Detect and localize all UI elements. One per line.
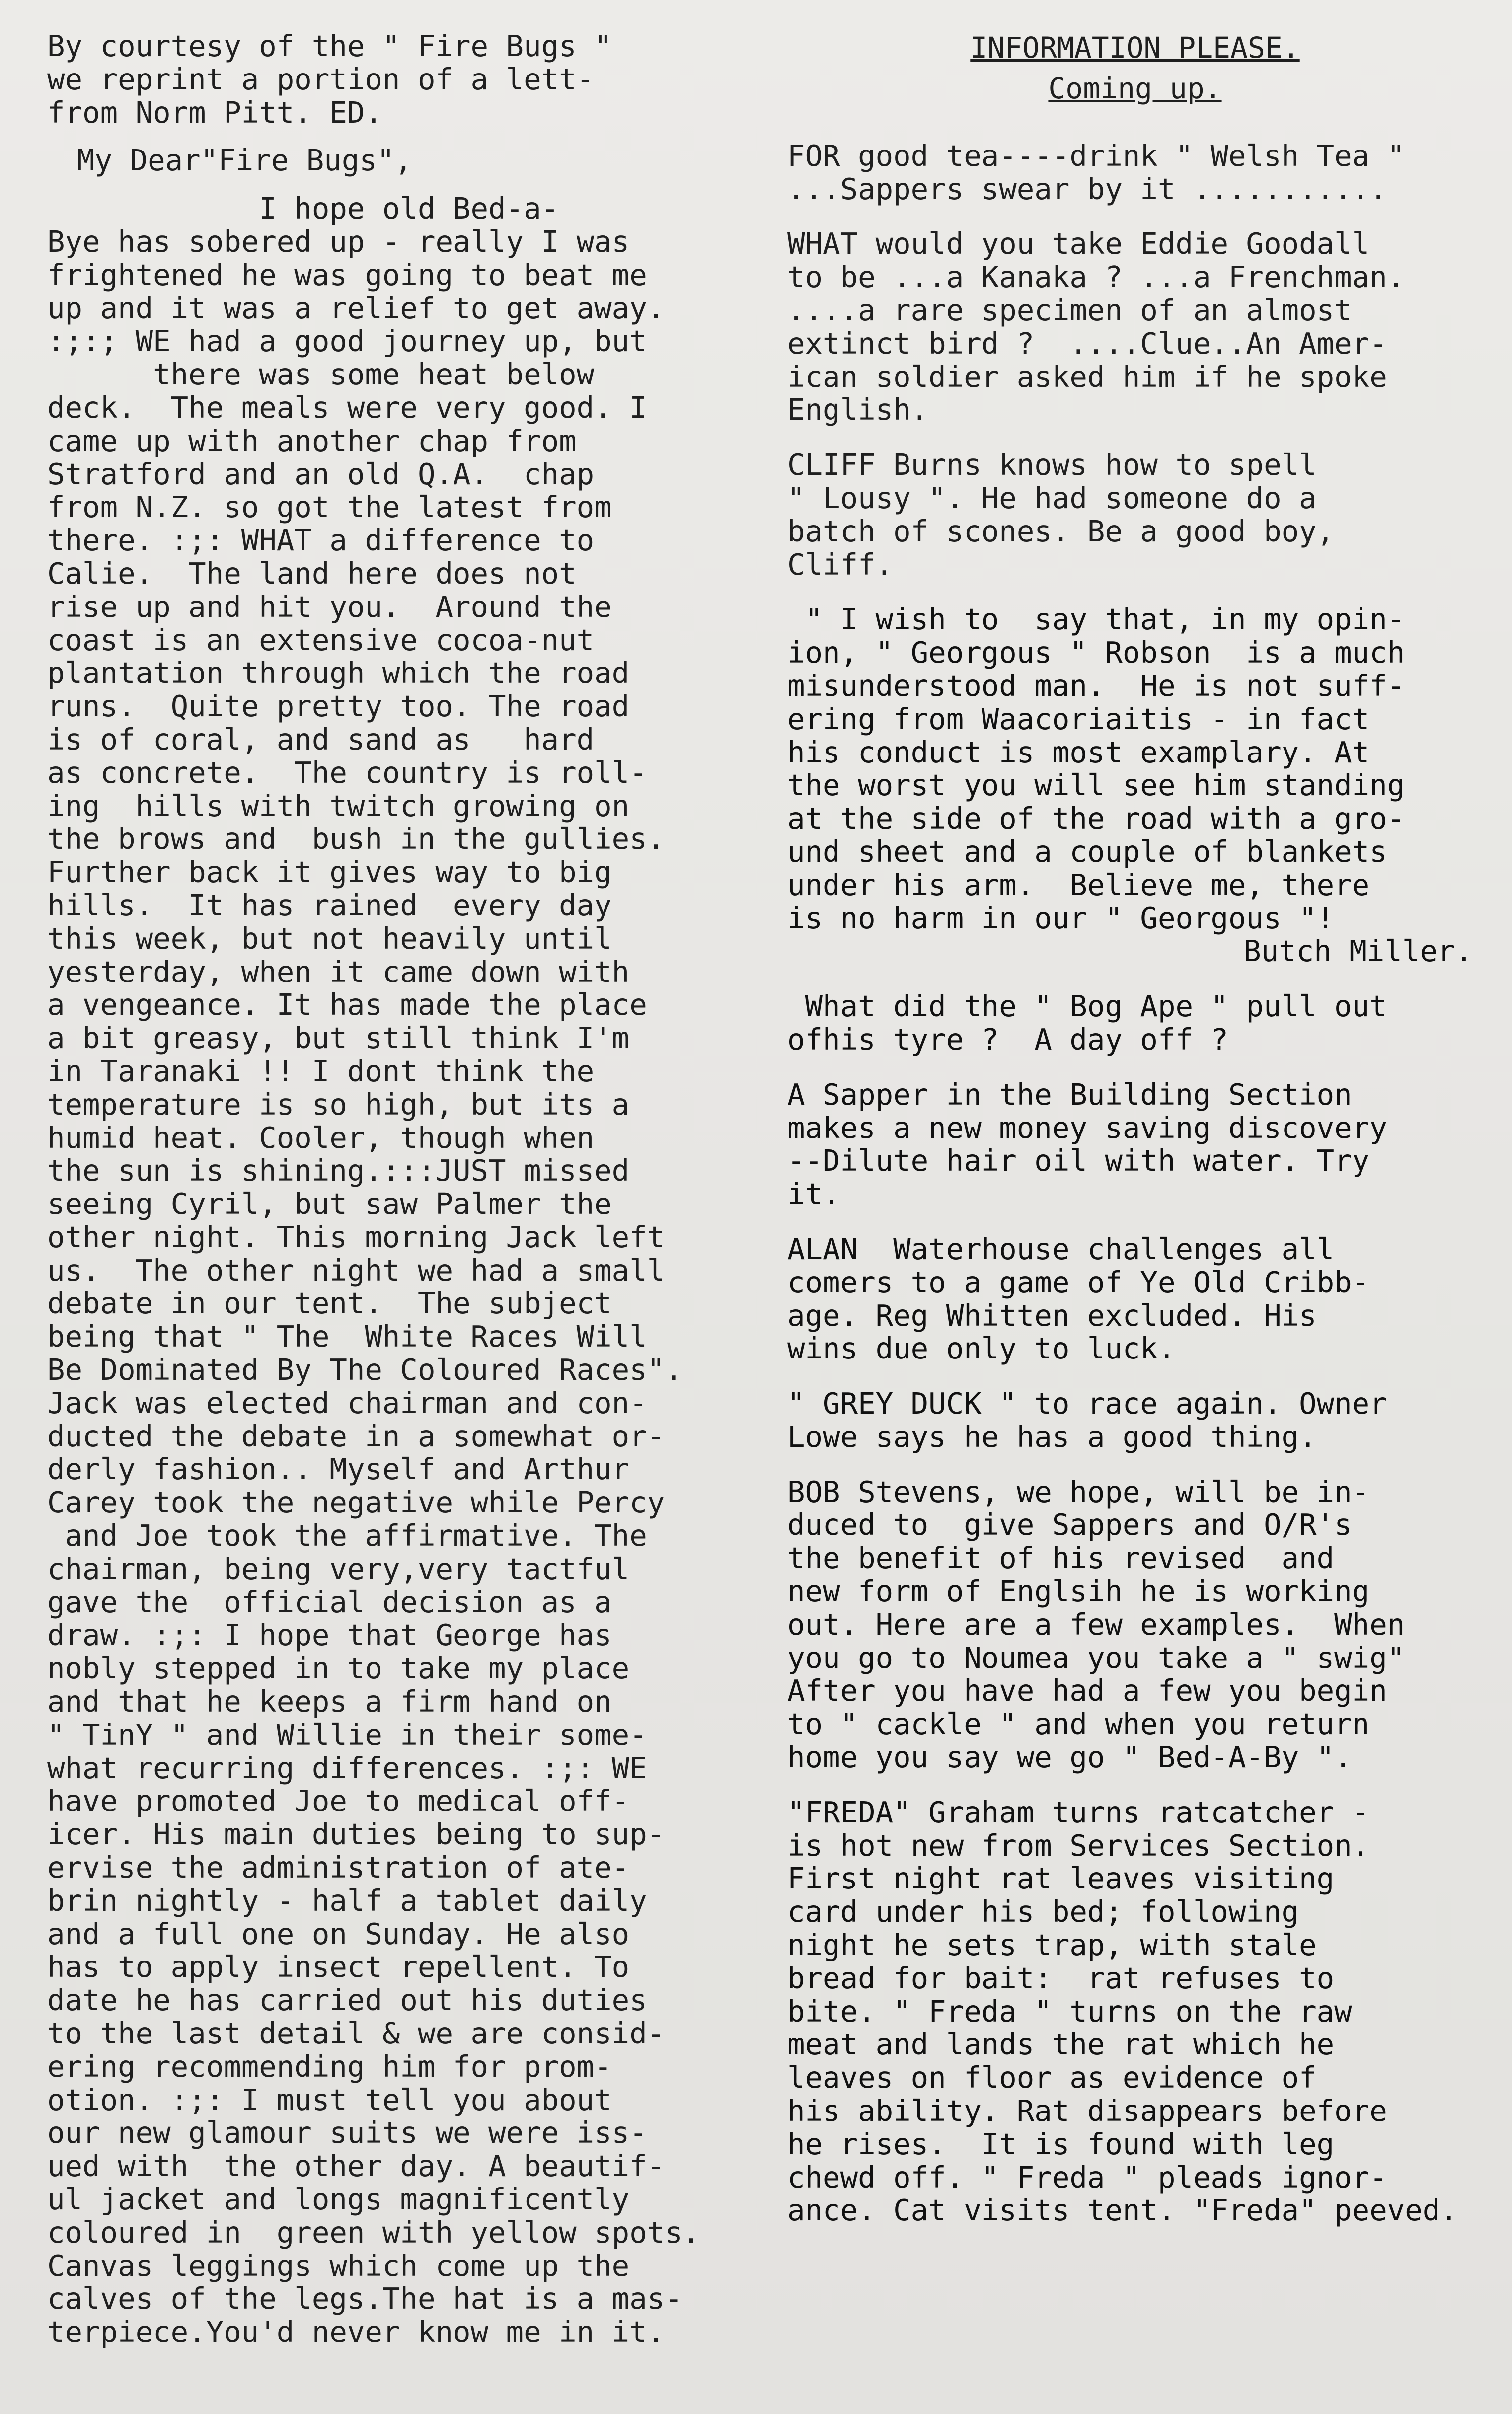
news-item bbox=[787, 1233, 1483, 1365]
news-item-line: Lowe says he has a good thing. bbox=[787, 1419, 1317, 1454]
news-item-line: duced to give Sappers and O/R's bbox=[787, 1508, 1352, 1542]
news-item-line: FOR good tea----drink " Welsh Tea " bbox=[787, 138, 1405, 173]
news-item-line: to be ...a Kanaka ? ...a Frenchman. bbox=[787, 260, 1405, 295]
letter-line: date he has carried out his duties bbox=[47, 1983, 647, 2018]
news-item-line: you go to Noumea you take a " swig" bbox=[787, 1640, 1405, 1675]
letter-line: other night. This morning Jack left bbox=[47, 1219, 665, 1254]
letter-line: the sun is shining.:::JUST missed bbox=[47, 1153, 630, 1188]
news-item-line: wins due only to luck. bbox=[787, 1331, 1176, 1366]
letter-line: ering recommending him for prom- bbox=[47, 2049, 612, 2084]
letter-line: to the last detail & we are consid- bbox=[47, 2016, 665, 2051]
news-item-line: ering from Waacoriaitis - in fact bbox=[787, 701, 1370, 736]
letter-line: Calie. The land here does not bbox=[47, 556, 577, 591]
intro-line: By courtesy of the " Fire Bugs " bbox=[47, 29, 612, 63]
news-item-line: age. Reg Whitten excluded. His bbox=[787, 1298, 1317, 1333]
letter-line: yesterday, when it came down with bbox=[47, 954, 630, 989]
letter-line: ued with the other day. A beautif- bbox=[47, 2149, 665, 2184]
news-item-line: bite. " Freda " turns on the raw bbox=[787, 1994, 1352, 2029]
letter-line: have promoted Joe to medical off- bbox=[47, 1784, 630, 1818]
section-subtitle: Coming up. bbox=[1048, 72, 1222, 105]
letter-line: and a full one on Sunday. He also bbox=[47, 1916, 630, 1951]
news-item-line: "FREDA" Graham turns ratcatcher - bbox=[787, 1795, 1370, 1829]
news-item-line: CLIFF Burns knows how to spell bbox=[787, 448, 1317, 482]
letter-line: and Joe took the affirmative. The bbox=[47, 1518, 647, 1553]
news-item-line: chewd off. " Freda " pleads ignor- bbox=[787, 2160, 1387, 2194]
letter-line: ing hills with twitch growing on bbox=[47, 788, 630, 823]
news-item-line: makes a new money saving discovery bbox=[787, 1110, 1387, 1145]
news-item bbox=[787, 1476, 1483, 1774]
letter-line: draw. :;: I hope that George has bbox=[47, 1618, 612, 1653]
letter-line: gave the official decision as a bbox=[47, 1584, 612, 1619]
news-item bbox=[787, 140, 1483, 206]
news-item-line: is hot new from Services Section. bbox=[787, 1828, 1370, 1863]
news-item-line: ance. Cat visits tent. "Freda" peeved. bbox=[787, 2193, 1458, 2228]
editor-intro bbox=[47, 30, 743, 129]
letter-line: rise up and hit you. Around the bbox=[47, 589, 612, 624]
letter-greeting: My Dear"Fire Bugs", bbox=[77, 143, 412, 178]
letter-line: chairman, being very,very tactful bbox=[47, 1551, 630, 1586]
letter-line: terpiece.You'd never know me in it. bbox=[47, 2315, 665, 2349]
news-item-line: it. bbox=[787, 1177, 840, 1211]
news-item-line: leaves on floor as evidence of bbox=[787, 2060, 1317, 2095]
news-item-line: his conduct is most examplary. At bbox=[787, 735, 1370, 769]
news-item-line: First night rat leaves visiting bbox=[787, 1861, 1335, 1896]
news-item-line: comers to a game of Ye Old Cribb- bbox=[787, 1265, 1370, 1299]
news-item bbox=[787, 1078, 1483, 1211]
letter-line: coast is an extensive cocoa-nut bbox=[47, 622, 595, 657]
news-item-line: at the side of the road with a gro- bbox=[787, 801, 1405, 836]
letter-line: there. :;: WHAT a difference to bbox=[47, 523, 595, 558]
letter-line: ervise the administration of ate- bbox=[47, 1850, 630, 1885]
letter-line: runs. Quite pretty too. The road bbox=[47, 689, 630, 724]
news-item-line: he rises. It is found with leg bbox=[787, 2126, 1335, 2161]
news-item-signature: Butch Miller. bbox=[1243, 934, 1473, 969]
letter-line: hills. It has rained every day bbox=[47, 888, 612, 922]
letter-line: the brows and bush in the gullies. bbox=[47, 822, 665, 856]
letter-line: came up with another chap from bbox=[47, 423, 577, 458]
news-item-line: the worst you will see him standing bbox=[787, 768, 1405, 803]
letter-line: our new glamour suits we were iss- bbox=[47, 2115, 647, 2150]
letter-line: a vengeance. It has made the place bbox=[47, 987, 647, 1022]
letter-line: and that he keeps a firm hand on bbox=[47, 1684, 612, 1719]
letter-line: from N.Z. so got the latest from bbox=[47, 490, 612, 525]
news-item-line: bread for bait: rat refuses to bbox=[787, 1961, 1335, 1995]
news-items bbox=[787, 140, 1483, 2227]
letter-line: Be Dominated By The Coloured Races". bbox=[47, 1353, 682, 1387]
news-item-line: ...Sappers swear by it ........... bbox=[787, 171, 1387, 206]
news-item bbox=[787, 1387, 1483, 1454]
news-item-line: new form of Englsih he is working bbox=[787, 1574, 1370, 1609]
letter-line: in Taranaki !! I dont think the bbox=[47, 1054, 595, 1088]
news-item-line: extinct bird ? ....Clue..An Amer- bbox=[787, 326, 1387, 361]
news-item-line: the benefit of his revised and bbox=[787, 1541, 1335, 1576]
news-item-line: card under his bed; following bbox=[787, 1894, 1299, 1929]
letter-line: there was some heat below bbox=[47, 357, 595, 392]
news-item-line: ....a rare specimen of an almost bbox=[787, 293, 1352, 327]
news-item bbox=[787, 1796, 1483, 2227]
letter-line: humid heat. Cooler, though when bbox=[47, 1120, 595, 1155]
intro-line: from Norm Pitt. ED. bbox=[47, 95, 382, 130]
news-item-line: batch of scones. Be a good boy, bbox=[787, 514, 1335, 548]
letter-line: nobly stepped in to take my place bbox=[47, 1651, 630, 1686]
letter-line: otion. :;: I must tell you about bbox=[47, 2082, 612, 2117]
letter-line: derly fashion.. Myself and Arthur bbox=[47, 1452, 630, 1487]
news-item-line: Cliff. bbox=[787, 547, 894, 582]
news-item-line: After you have had a few you begin bbox=[787, 1673, 1387, 1708]
letter-line: frightened he was going to beat me bbox=[47, 257, 647, 292]
letter-line: has to apply insect repellent. To bbox=[47, 1950, 630, 1984]
news-item bbox=[787, 990, 1483, 1056]
news-item-line: home you say we go " Bed-A-By ". bbox=[787, 1740, 1352, 1775]
news-item-line: WHAT would you take Eddie Goodall bbox=[787, 226, 1370, 261]
letter-line: this week, but not heavily until bbox=[47, 921, 612, 956]
news-item-line: --Dilute hair oil with water. Try bbox=[787, 1143, 1370, 1178]
news-item-line: meat and lands the rat which he bbox=[787, 2027, 1335, 2062]
news-item-line: ican soldier asked him if he spoke bbox=[787, 359, 1387, 394]
letter-line: calves of the legs.The hat is a mas- bbox=[47, 2281, 682, 2316]
letter-line: a bit greasy, but still think I'm bbox=[47, 1021, 630, 1056]
letter-line: plantation through which the road bbox=[47, 656, 630, 690]
news-item bbox=[787, 603, 1483, 968]
letter-line: icer. His main duties being to sup- bbox=[47, 1817, 665, 1852]
letter-line: what recurring differences. :;: WE bbox=[47, 1750, 647, 1785]
letter-line: seeing Cyril, but saw Palmer the bbox=[47, 1187, 612, 1221]
news-item-line: misunderstood man. He is not suff- bbox=[787, 668, 1405, 703]
letter-line: ul jacket and longs magnificently bbox=[47, 2182, 630, 2216]
letter-line: Bye has sobered up - really I was bbox=[47, 224, 630, 259]
letter-line: debate in our tent. The subject bbox=[47, 1286, 612, 1321]
letter-line: :;:; WE had a good journey up, but bbox=[47, 324, 647, 359]
left-column bbox=[47, 30, 743, 2384]
news-item-line: " Lousy ". He had someone do a bbox=[787, 480, 1317, 515]
news-item-line: und sheet and a couple of blankets bbox=[787, 834, 1387, 869]
news-item-line: " GREY DUCK " to race again. Owner bbox=[787, 1386, 1387, 1421]
section-title: INFORMATION PLEASE. bbox=[970, 31, 1300, 65]
news-item-line: out. Here are a few examples. When bbox=[787, 1607, 1405, 1642]
letter-line: Canvas leggings which come up the bbox=[47, 2248, 630, 2283]
letter-line: " TinY " and Willie in their some- bbox=[47, 1717, 647, 1752]
letter-line: Further back it gives way to big bbox=[47, 855, 612, 890]
letter-line: up and it was a relief to get away. bbox=[47, 291, 665, 325]
news-item-line: English. bbox=[787, 392, 929, 427]
letter-line: Jack was elected chairman and con- bbox=[47, 1385, 647, 1420]
letter-line: is of coral, and sand as hard bbox=[47, 722, 595, 756]
news-item-line: " I wish to say that, in my opin- bbox=[787, 602, 1405, 637]
letter-line: deck. The meals were very good. I bbox=[47, 390, 647, 425]
letter-line: temperature is so high, but its a bbox=[47, 1087, 630, 1122]
letter-line: as concrete. The country is roll- bbox=[47, 755, 647, 790]
letter-line: us. The other night we had a small bbox=[47, 1253, 665, 1287]
letter-line: I hope old Bed-a- bbox=[47, 191, 559, 226]
news-item bbox=[787, 449, 1483, 581]
right-column bbox=[787, 30, 1483, 2384]
news-item-line: What did the " Bog Ape " pull out bbox=[787, 989, 1387, 1024]
news-item-line: under his arm. Believe me, there bbox=[787, 867, 1370, 902]
news-item-line: his ability. Rat disappears before bbox=[787, 2094, 1387, 2128]
news-item-line: ALAN Waterhouse challenges all bbox=[787, 1231, 1335, 1266]
letter-body bbox=[47, 192, 743, 2349]
intro-line: we reprint a portion of a lett- bbox=[47, 62, 595, 96]
letter-line: ducted the debate in a somewhat or- bbox=[47, 1419, 665, 1453]
letter-line: being that " The White Races Will bbox=[47, 1319, 647, 1354]
news-item-line: ion, " Georgous " Robson is a much bbox=[787, 635, 1405, 670]
news-item-line: A Sapper in the Building Section bbox=[787, 1077, 1352, 1112]
news-item-line: is no harm in our " Georgous "! bbox=[787, 901, 1335, 935]
news-item-line: night he sets trap, with stale bbox=[787, 1928, 1317, 1962]
letter-line: Stratford and an old Q.A. chap bbox=[47, 456, 595, 491]
letter-line: Carey took the negative while Percy bbox=[47, 1485, 665, 1520]
letter-line: brin nightly - half a tablet daily bbox=[47, 1883, 647, 1918]
news-item-line: to " cackle " and when you return bbox=[787, 1707, 1370, 1741]
letter-line: coloured in green with yellow spots. bbox=[47, 2215, 700, 2250]
news-item-line: ofhis tyre ? A day off ? bbox=[787, 1022, 1229, 1056]
news-item-line: BOB Stevens, we hope, will be in- bbox=[787, 1474, 1370, 1509]
news-item bbox=[787, 227, 1483, 427]
